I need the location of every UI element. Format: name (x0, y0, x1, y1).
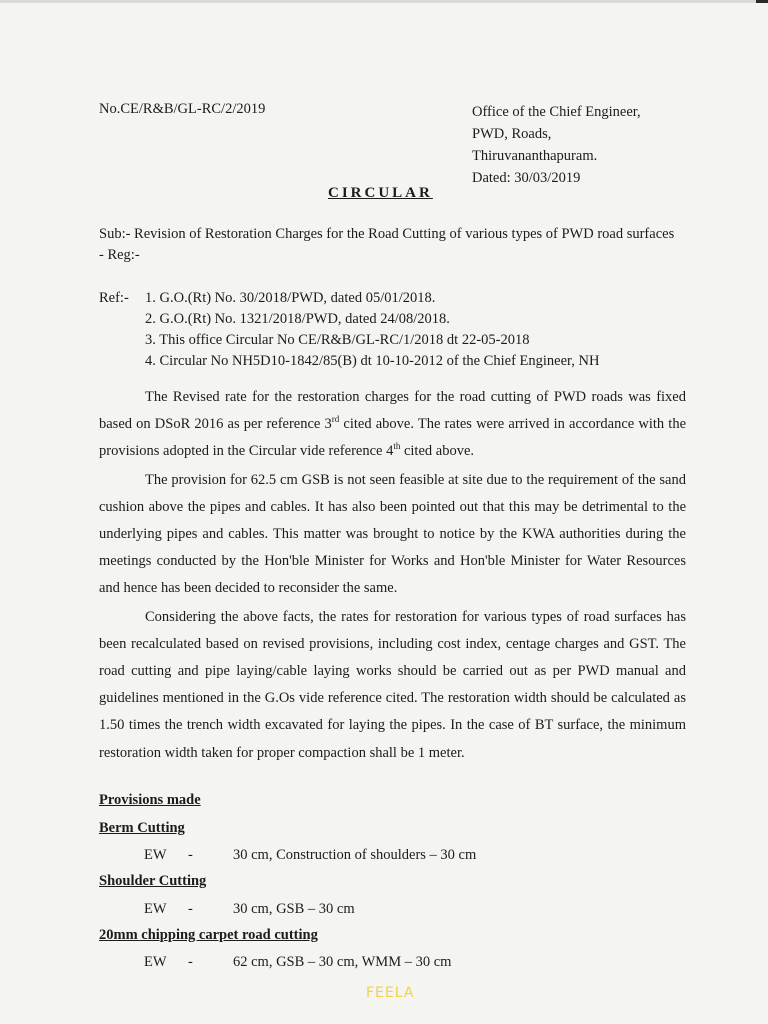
shoulder-cutting-heading: Shoulder Cutting (99, 873, 207, 889)
office-address (472, 101, 641, 189)
office-line: Office of the Chief Engineer, (472, 104, 641, 120)
references-list (145, 288, 599, 372)
reference-item: 3. This office Circular No CE/R&B/GL-RC/1/2018 dt 22-05-2018 (145, 332, 530, 348)
reference-item: 2. G.O.(Rt) No. 1321/2018/PWD, dated 24/08/2018. (145, 311, 450, 327)
reference-item: 4. Circular No NH5D10-1842/85(B) dt 10-10-2012 of the Chief Engineer, NH (145, 353, 600, 369)
circular-body (99, 384, 686, 767)
scan-corner-mark (756, 0, 768, 3)
circular-title: CIRCULAR (328, 185, 433, 201)
provisions-heading: Provisions made (99, 792, 201, 808)
references-label: Ref:- (99, 290, 129, 306)
paragraph-recalculation: Considering the above facts, the rates for restoration for various types of road surfaces has been recalculated based on revised provisions, including cost index, centage charges and GST. The road cutting and pipe laying/cable laying works should be carried out as per PWD manual and guidelines mentioned in the G.Os vide reference cited. The restoration width should be calculated as 1.50 times the trench width excavated for laying the pipes. In the case of BT surface, the minimum restoration width taken for proper compaction shall be 1 meter. (99, 608, 686, 761)
reference-item: 1. G.O.(Rt) No. 30/2018/PWD, dated 05/01/2018. (145, 290, 436, 306)
chipping-carpet-heading: 20mm chipping carpet road cutting (99, 927, 318, 943)
berm-cutting-heading: Berm Cutting (99, 820, 185, 836)
document-page: No.CE/R&B/GL-RC/2/2019 Office of the Chief Engineer, PWD, Roads, Thiruvananthapuram. Dated: 30/03/2019 CIRCULAR Sub:- Revision of Restoration Charges for the Road Cutting of various types of PWD road surfaces - Reg:- Ref:- 1. G.O.(Rt) No. 30/2018/PWD, dated 05/01/2018. 2. G.O.(Rt) No. 1321/2018/PWD, dated 24/08/2018. 3. This office Circular No CE/R&B/GL-RC/1/2018 dt 22-05-2018 4. Circular No NH5D10-1842/85(B) dt 10-10-2012 of the Chief Engineer, NH The Revised rate for the restoration charges for the road cutting of PWD roads was fixed based on DSoR 2016 as per reference 3rd cited above. The rates were arrived in accordance with the provisions adopted in the Circular vide reference 4th cited above. The provision for 62.5 cm GSB is not seen feasible at site due to the requirement of the sand cushion above the pipes and cables. It has also been pointed out that this may be detrimental to the underlying pipes and cables. This matter was brought to notice by the KWA authorities during the meetings conducted by the Hon'ble Minister for Works and Hon'ble Minister for Water Resources and hence has been decided to reconsider the same. Considering the above facts, the rates for restoration for various types of road surfaces has been recalculated based on revised provisions, including cost index, centage charges and GST. The road cutting and pipe laying/cable laying works should be carried out as per PWD manual and guidelines mentioned in the G.Os vide reference cited. The restoration width should be calculated as 1.50 times the trench width excavated for laying the pipes. In the case of BT surface, the minimum restoration width taken for proper compaction shall be 1 meter. Provisions made Berm Cutting EW - 30 cm, Construction of shoulders – 30 cm Shoulder Cutting EW - 30 cm, GSB – 30 cm 20mm chipping carpet road cutting EW - 62 cm, GSB – 30 cm, WMM – 30 cm FEELA (0, 0, 768, 1024)
date-line: Dated: 30/03/2019 (472, 170, 581, 186)
watermark-text: FEELA (366, 985, 415, 1001)
paragraph-gsb-provision: The provision for 62.5 cm GSB is not seen feasible at site due to the requirement of the sand cushion above the pipes and cables. It has also been pointed out that this may be detrimental to the underlying pipes and cables. This matter was brought to notice by the KWA authorities during the meetings conducted by the Hon'ble Minister for Works and Hon'ble Minister for Water Resources and hence has been decided to reconsider the same. (99, 471, 686, 597)
office-line: Thiruvananthapuram. (472, 148, 598, 164)
paragraph-revised-rate: The Revised rate for the restoration charges for the road cutting of PWD roads was fixed based on DSoR 2016 as per reference 3rd cited above. The rates were arrived in accordance with the provisions adopted in the Circular vide reference 4th cited above. (99, 389, 686, 460)
office-line: PWD, Roads, (472, 126, 552, 142)
reference-number: No.CE/R&B/GL-RC/2/2019 (99, 101, 266, 117)
scan-edge (0, 0, 768, 3)
subject-line: Sub:- Revision of Restoration Charges for the Road Cutting of various types of PWD road surfaces - Reg:- (99, 226, 675, 263)
